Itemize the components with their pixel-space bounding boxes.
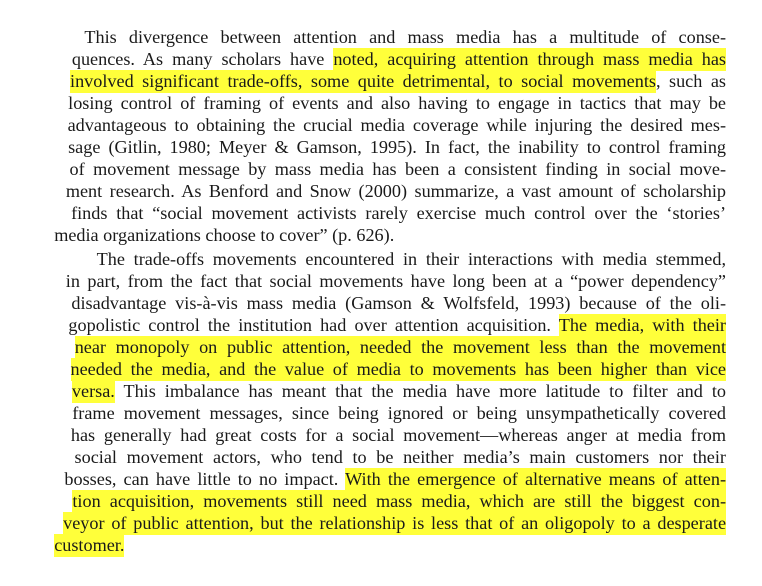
text-line	[36, 48, 726, 91]
text-line	[36, 490, 727, 533]
text-segment: media organizations choose to cover” (p. 626).	[54, 225, 395, 245]
text-line	[36, 70, 727, 113]
text-segment: finds that “social movement activists rarely exercise much control over the ‘stories’	[71, 203, 727, 223]
text-line	[36, 180, 727, 223]
text-line	[36, 4, 727, 47]
text-segment: frame movement messages, since being ignored or being unsympathetically covered	[72, 403, 726, 423]
text-line	[36, 314, 727, 357]
highlighted-text: veyor of public attention, but the relationship is less that of an oligopoly to a desperate	[63, 513, 727, 533]
text-line	[36, 402, 726, 445]
text-line	[36, 292, 726, 335]
text-line	[36, 512, 726, 555]
highlighted-text: needed the media, and the value of media to movements has been higher than vice	[70, 359, 727, 379]
text-line	[36, 358, 726, 401]
text-segment: quences. As many scholars have	[71, 49, 334, 69]
text-line	[36, 248, 726, 291]
text-segment: losing control of framing of events and also having to engage in tactics that may be	[68, 93, 727, 113]
text-line	[36, 270, 727, 313]
highlighted-text: customer.	[54, 535, 125, 555]
text-line	[36, 424, 726, 467]
text-line	[36, 380, 726, 423]
highlighted-text: noted, acquiring attention through mass media has	[333, 49, 727, 69]
text-segment: disadvantage vis-à-vis mass media (Gamson & Wolfsfeld, 1993) because of the oli-	[71, 293, 727, 313]
text-segment: bosses, can have little to no impact.	[64, 469, 346, 489]
paragraph-first-line	[62, 226, 727, 269]
text-segment: sage (Gitlin, 1980; Meyer & Gamson, 1995). In fact, the inability to control framing	[68, 137, 727, 157]
highlighted-text: near monopoly on public attention, needed the movement less than the movement	[74, 337, 727, 357]
text-segment: advantageous to obtaining the crucial media coverage while injuring the desired mes-	[67, 115, 727, 135]
text-line	[36, 114, 727, 157]
highlighted-text: With the emergence of alternative means of atten-	[345, 469, 727, 489]
highlighted-text: involved significant trade-offs, some quite detrimental, to social movements	[70, 71, 656, 91]
text-segment: ment research. As Benford and Snow (2000) summarize, a vast amount of scholarship	[65, 181, 727, 201]
highlighted-text: versa.	[71, 381, 115, 401]
text-line	[36, 336, 727, 379]
highlighted-text: tion acquisition, movements still need mass media, which are still the biggest con-	[72, 491, 726, 511]
text-segment: in part, from the fact that social movements have long been at a “power dependency”	[65, 271, 726, 291]
text-line	[36, 202, 726, 245]
text-segment: , such as	[655, 71, 726, 91]
text-segment: This imbalance has meant that the media have more latitude to filter and to	[114, 381, 726, 401]
text-segment: The trade-offs movements encountered in their interactions with media stemmed,	[96, 249, 727, 269]
text-line	[36, 468, 726, 511]
text-segment: gopolistic control the institution had over attention acquisition.	[68, 315, 559, 335]
text-line	[36, 446, 727, 489]
text-line	[36, 158, 727, 201]
text-segment: This divergence between attention and mass media has a multitude of conse-	[84, 27, 727, 47]
text-line	[36, 26, 727, 69]
text-segment: has generally had great costs for a social movement—whereas anger at media from	[70, 425, 726, 445]
highlighted-text: The media, with their	[558, 315, 726, 335]
text-segment: of movement message by mass media has been a consistent finding in social move-	[69, 159, 727, 179]
text-line	[36, 92, 727, 135]
text-line	[36, 136, 727, 179]
text-segment: social movement actors, who tend to be neither media’s main customers nor their	[74, 447, 726, 467]
